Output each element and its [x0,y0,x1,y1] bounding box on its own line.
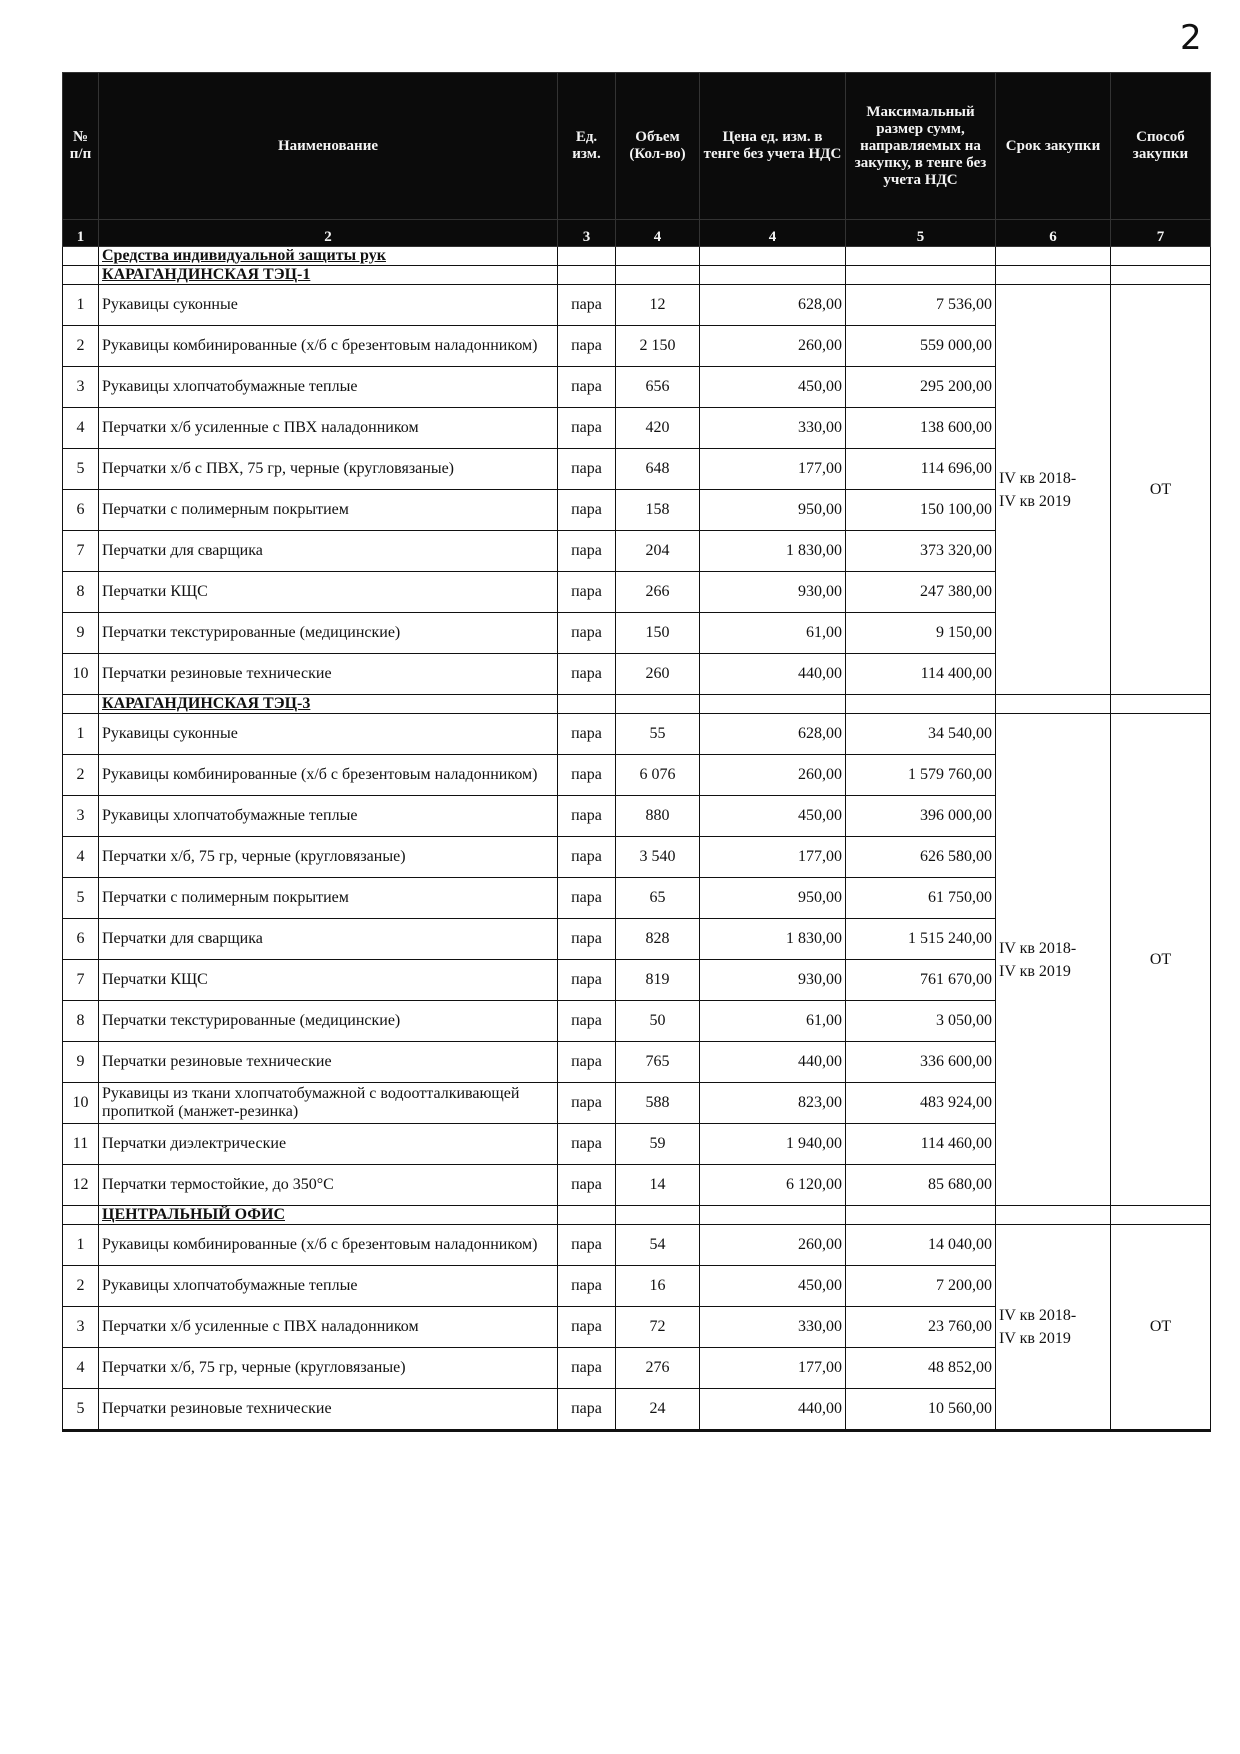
quantity: 150 [616,613,700,654]
row-number: 2 [63,1266,99,1307]
max-sum: 483 924,00 [846,1083,996,1124]
header-row [63,73,1211,220]
item-name: Перчатки х/б усиленные с ПВХ наладонником [99,1307,558,1348]
unit-price: 61,00 [700,613,846,654]
unit-price: 330,00 [700,408,846,449]
quantity: 14 [616,1165,700,1206]
quantity: 50 [616,1001,700,1042]
col-header-unit: Ед. изм. [558,73,616,220]
unit: пара [558,1307,616,1348]
item-name: Рукавицы комбинированные (х/б с брезентовым наладонником) [99,755,558,796]
unit-price: 177,00 [700,837,846,878]
row-number: 12 [63,1165,99,1206]
unit: пара [558,1225,616,1266]
max-sum: 61 750,00 [846,878,996,919]
row-number: 4 [63,837,99,878]
col-number: 4 [616,220,700,247]
category-row [63,247,1211,266]
max-sum: 373 320,00 [846,531,996,572]
row-number: 9 [63,613,99,654]
quantity: 648 [616,449,700,490]
item-name: Перчатки резиновые технические [99,1042,558,1083]
unit: пара [558,960,616,1001]
max-sum: 396 000,00 [846,796,996,837]
row-number: 8 [63,1001,99,1042]
max-sum: 295 200,00 [846,367,996,408]
item-name: Рукавицы комбинированные (х/б с брезентовым наладонником) [99,326,558,367]
unit-price: 930,00 [700,572,846,613]
table-row [63,1225,1211,1266]
cell-empty [558,1206,616,1225]
row-number: 10 [63,1083,99,1124]
section-title: ЦЕНТРАЛЬНЫЙ ОФИС [99,1206,558,1225]
quantity: 3 540 [616,837,700,878]
row-number: 6 [63,490,99,531]
procurement-term: IV кв 2018- IV кв 2019 [996,285,1111,695]
unit-price: 450,00 [700,796,846,837]
max-sum: 14 040,00 [846,1225,996,1266]
col-header-price: Цена ед. изм. в тенге без учета НДС [700,73,846,220]
unit-price: 177,00 [700,449,846,490]
unit-price: 440,00 [700,1389,846,1431]
item-name: Перчатки для сварщика [99,919,558,960]
cell-empty [63,266,99,285]
item-name: Перчатки с полимерным покрытием [99,878,558,919]
col-header-quantity: Объем (Кол-во) [616,73,700,220]
unit-price: 628,00 [700,285,846,326]
cell-empty [996,695,1111,714]
max-sum: 1 515 240,00 [846,919,996,960]
col-number: 7 [1111,220,1211,247]
table-row [63,714,1211,755]
unit-price: 440,00 [700,1042,846,1083]
quantity: 765 [616,1042,700,1083]
section-header-row [63,1206,1211,1225]
unit: пара [558,878,616,919]
unit-price: 450,00 [700,1266,846,1307]
section-title: КАРАГАНДИНСКАЯ ТЭЦ-3 [99,695,558,714]
item-name: Перчатки резиновые технические [99,1389,558,1431]
item-name: Перчатки текстурированные (медицинские) [99,613,558,654]
procurement-method: ОТ [1111,714,1211,1206]
item-name: Перчатки резиновые технические [99,654,558,695]
quantity: 158 [616,490,700,531]
cell-empty [846,1206,996,1225]
max-sum: 114 696,00 [846,449,996,490]
unit: пара [558,326,616,367]
item-name: Рукавицы комбинированные (х/б с брезентовым наладонником) [99,1225,558,1266]
max-sum: 7 536,00 [846,285,996,326]
row-number: 2 [63,755,99,796]
max-sum: 150 100,00 [846,490,996,531]
item-name: Рукавицы хлопчатобумажные теплые [99,796,558,837]
cell-empty [700,247,846,266]
quantity: 880 [616,796,700,837]
procurement-table [62,72,1211,1432]
unit: пара [558,531,616,572]
quantity: 55 [616,714,700,755]
unit-price: 823,00 [700,1083,846,1124]
cell-empty [63,1206,99,1225]
quantity: 2 150 [616,326,700,367]
unit: пара [558,285,616,326]
max-sum: 559 000,00 [846,326,996,367]
row-number: 2 [63,326,99,367]
item-name: Перчатки текстурированные (медицинские) [99,1001,558,1042]
unit-price: 950,00 [700,490,846,531]
item-name: Перчатки КЩС [99,572,558,613]
cell-empty [1111,695,1211,714]
unit-price: 330,00 [700,1307,846,1348]
unit: пара [558,490,616,531]
row-number: 8 [63,572,99,613]
cell-empty [558,266,616,285]
item-name: Перчатки КЩС [99,960,558,1001]
unit-price: 260,00 [700,326,846,367]
col-header-term: Срок закупки [996,73,1111,220]
col-number: 4 [700,220,846,247]
unit-price: 930,00 [700,960,846,1001]
unit: пара [558,1266,616,1307]
cell-empty [996,1206,1111,1225]
row-number: 4 [63,1348,99,1389]
quantity: 16 [616,1266,700,1307]
quantity: 828 [616,919,700,960]
col-header-no: № п/п [63,73,99,220]
cell-empty [616,1206,700,1225]
unit-price: 1 940,00 [700,1124,846,1165]
col-number: 1 [63,220,99,247]
quantity: 420 [616,408,700,449]
row-number: 5 [63,878,99,919]
col-header-name: Наименование [99,73,558,220]
max-sum: 48 852,00 [846,1348,996,1389]
table-body [63,247,1211,1431]
row-number: 5 [63,449,99,490]
quantity: 72 [616,1307,700,1348]
row-number: 1 [63,714,99,755]
max-sum: 761 670,00 [846,960,996,1001]
col-number: 6 [996,220,1111,247]
row-number: 3 [63,1307,99,1348]
cell-empty [1111,266,1211,285]
quantity: 6 076 [616,755,700,796]
unit-price: 1 830,00 [700,919,846,960]
cell-empty [63,695,99,714]
cell-empty [558,695,616,714]
cell-empty [1111,1206,1211,1225]
unit: пара [558,837,616,878]
unit-price: 6 120,00 [700,1165,846,1206]
unit: пара [558,572,616,613]
cell-empty [846,266,996,285]
max-sum: 34 540,00 [846,714,996,755]
max-sum: 138 600,00 [846,408,996,449]
quantity: 819 [616,960,700,1001]
row-number: 11 [63,1124,99,1165]
category-title: Средства индивидуальной защиты рук [99,247,558,266]
row-number: 10 [63,654,99,695]
unit: пара [558,1348,616,1389]
max-sum: 114 400,00 [846,654,996,695]
unit: пара [558,654,616,695]
max-sum: 10 560,00 [846,1389,996,1431]
quantity: 65 [616,878,700,919]
quantity: 266 [616,572,700,613]
row-number: 1 [63,1225,99,1266]
cell-empty [1111,247,1211,266]
item-name: Рукавицы суконные [99,285,558,326]
row-number: 4 [63,408,99,449]
col-number: 3 [558,220,616,247]
unit-price: 177,00 [700,1348,846,1389]
row-number: 3 [63,367,99,408]
row-number: 3 [63,796,99,837]
unit: пара [558,367,616,408]
unit: пара [558,449,616,490]
quantity: 24 [616,1389,700,1431]
unit-price: 950,00 [700,878,846,919]
item-name: Перчатки диэлектрические [99,1124,558,1165]
item-name: Рукавицы из ткани хлопчатобумажной с водоотталкивающей пропиткой (манжет-резинка) [99,1083,558,1124]
max-sum: 114 460,00 [846,1124,996,1165]
unit: пара [558,796,616,837]
quantity: 276 [616,1348,700,1389]
quantity: 656 [616,367,700,408]
item-name: Рукавицы хлопчатобумажные теплые [99,367,558,408]
cell-empty [63,247,99,266]
unit-price: 260,00 [700,755,846,796]
unit: пара [558,1124,616,1165]
procurement-method: ОТ [1111,1225,1211,1431]
max-sum: 247 380,00 [846,572,996,613]
col-header-method: Способ закупки [1111,73,1211,220]
unit-price: 450,00 [700,367,846,408]
section-title: КАРАГАНДИНСКАЯ ТЭЦ-1 [99,266,558,285]
table-row [63,285,1211,326]
quantity: 54 [616,1225,700,1266]
unit: пара [558,408,616,449]
unit-price: 440,00 [700,654,846,695]
item-name: Перчатки х/б усиленные с ПВХ наладонником [99,408,558,449]
cell-empty [846,695,996,714]
cell-empty [700,1206,846,1225]
item-name: Перчатки х/б, 75 гр, черные (кругловязаные) [99,1348,558,1389]
cell-empty [996,266,1111,285]
cell-empty [616,266,700,285]
max-sum: 626 580,00 [846,837,996,878]
max-sum: 1 579 760,00 [846,755,996,796]
section-header-row [63,266,1211,285]
section-header-row [63,695,1211,714]
unit-price: 1 830,00 [700,531,846,572]
unit-price: 260,00 [700,1225,846,1266]
cell-empty [616,247,700,266]
unit: пара [558,714,616,755]
cell-empty [700,266,846,285]
unit: пара [558,1001,616,1042]
item-name: Рукавицы хлопчатобумажные теплые [99,1266,558,1307]
unit: пара [558,755,616,796]
quantity: 260 [616,654,700,695]
unit: пара [558,919,616,960]
row-number: 7 [63,531,99,572]
max-sum: 7 200,00 [846,1266,996,1307]
unit: пара [558,1165,616,1206]
unit-price: 61,00 [700,1001,846,1042]
max-sum: 9 150,00 [846,613,996,654]
cell-empty [616,695,700,714]
row-number: 7 [63,960,99,1001]
max-sum: 85 680,00 [846,1165,996,1206]
quantity: 59 [616,1124,700,1165]
row-number: 9 [63,1042,99,1083]
item-name: Перчатки х/б, 75 гр, черные (кругловязаные) [99,837,558,878]
unit: пара [558,613,616,654]
procurement-term: IV кв 2018- IV кв 2019 [996,714,1111,1206]
item-name: Перчатки для сварщика [99,531,558,572]
header-number-row [63,220,1211,247]
max-sum: 3 050,00 [846,1001,996,1042]
unit: пара [558,1389,616,1431]
procurement-method: ОТ [1111,285,1211,695]
item-name: Перчатки термостойкие, до 350°С [99,1165,558,1206]
item-name: Перчатки х/б с ПВХ, 75 гр, черные (кругловязаные) [99,449,558,490]
cell-empty [558,247,616,266]
row-number: 6 [63,919,99,960]
procurement-term: IV кв 2018- IV кв 2019 [996,1225,1111,1431]
quantity: 12 [616,285,700,326]
cell-empty [700,695,846,714]
item-name: Рукавицы суконные [99,714,558,755]
cell-empty [996,247,1111,266]
col-number: 2 [99,220,558,247]
unit-price: 628,00 [700,714,846,755]
quantity: 588 [616,1083,700,1124]
col-header-max-sum: Максимальный размер сумм, направляемых на закупку, в тенге без учета НДС [846,73,996,220]
row-number: 5 [63,1389,99,1431]
item-name: Перчатки с полимерным покрытием [99,490,558,531]
cell-empty [846,247,996,266]
row-number: 1 [63,285,99,326]
page-number: 2 [1180,18,1202,58]
max-sum: 336 600,00 [846,1042,996,1083]
max-sum: 23 760,00 [846,1307,996,1348]
col-number: 5 [846,220,996,247]
unit: пара [558,1083,616,1124]
quantity: 204 [616,531,700,572]
unit: пара [558,1042,616,1083]
